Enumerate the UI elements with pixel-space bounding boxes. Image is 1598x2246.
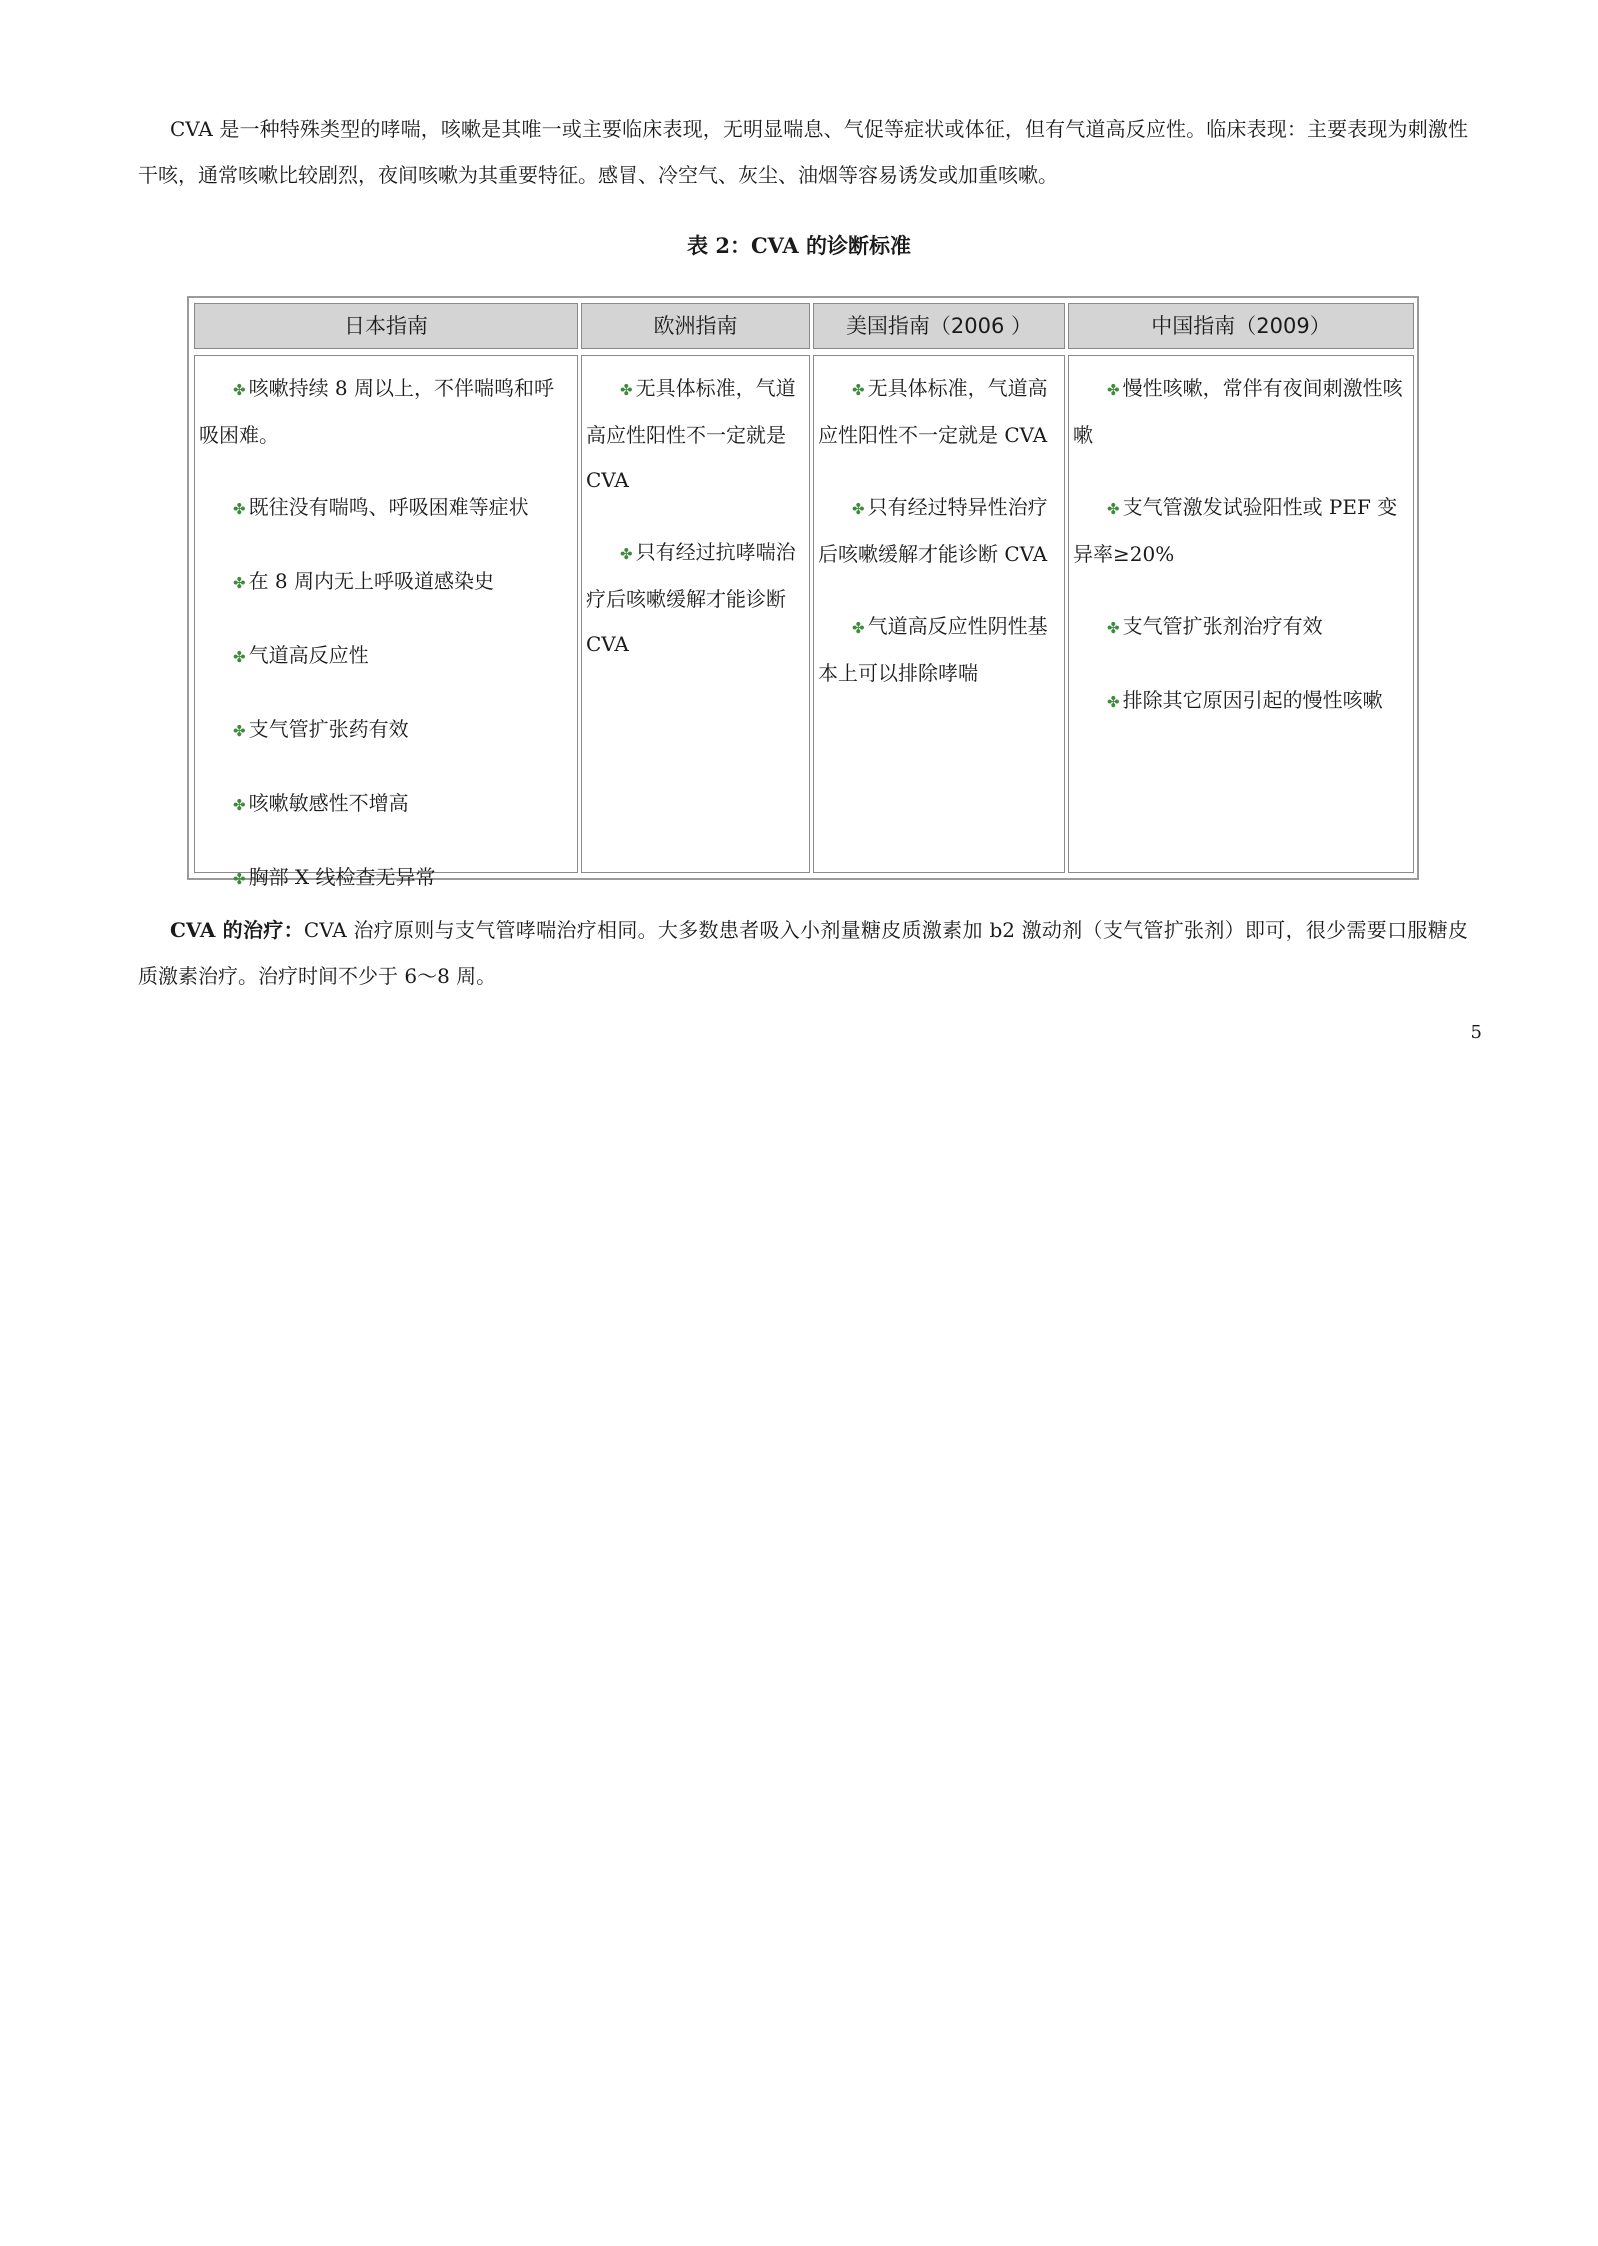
criteria-item — [1073, 485, 1409, 577]
column-header: 欧洲指南 — [581, 303, 810, 349]
criteria-text: 胸部 X 线检查无异常 — [248, 865, 436, 889]
criteria-text: 只有经过特异性治疗后咳嗽缓解才能诊断 CVA — [818, 495, 1048, 566]
bullet-icon: ✤ — [233, 870, 246, 888]
criteria-item — [199, 633, 573, 680]
bullet-icon: ✤ — [1107, 381, 1120, 399]
bullet-icon: ✤ — [620, 545, 633, 563]
column-cell — [581, 355, 810, 873]
criteria-text: 支气管扩张剂治疗有效 — [1122, 614, 1323, 638]
bullet-icon: ✤ — [233, 381, 246, 399]
criteria-text: 慢性咳嗽，常伴有夜间刺激性咳嗽 — [1073, 376, 1403, 447]
column-cell — [813, 355, 1065, 873]
intro-paragraph: CVA 是一种特殊类型的哮喘，咳嗽是其唯一或主要临床表现，无明显喘息、气促等症状或体征，但有气道高反应性。临床表现：主要表现为刺激性干咳，通常咳嗽比较剧烈，夜间咳嗽为其重要特征。感冒、冷空气、灰尘、油烟等容易诱发或加重咳嗽。 — [138, 117, 1468, 187]
bullet-icon: ✤ — [1107, 500, 1120, 518]
bullet-icon: ✤ — [620, 381, 633, 399]
criteria-item — [199, 707, 573, 754]
bullet-icon: ✤ — [852, 500, 865, 518]
treatment-paragraph — [138, 907, 1468, 999]
criteria-item — [1073, 678, 1409, 725]
bullet-icon: ✤ — [852, 381, 865, 399]
treatment-lead: CVA 的治疗： — [170, 918, 304, 942]
bullet-icon: ✤ — [852, 619, 865, 637]
bullet-icon: ✤ — [233, 500, 246, 518]
column-header: 中国指南（2009） — [1068, 303, 1414, 349]
criteria-text: 咳嗽敏感性不增高 — [248, 791, 409, 815]
criteria-text: 气道高反应性阴性基本上可以排除哮喘 — [818, 614, 1048, 685]
criteria-text: 支气管激发试验阳性或 PEF 变异率≥20% — [1073, 495, 1398, 566]
criteria-item — [586, 530, 805, 667]
page-number: 5 — [1470, 1022, 1482, 1043]
table-column-usa — [813, 303, 1065, 873]
criteria-item — [818, 485, 1060, 577]
table-caption: 表 2：CVA 的诊断标准 — [687, 233, 911, 258]
criteria-item — [818, 366, 1060, 458]
criteria-item — [199, 485, 573, 532]
criteria-item — [199, 781, 573, 828]
bullet-icon: ✤ — [233, 722, 246, 740]
bullet-icon: ✤ — [233, 648, 246, 666]
criteria-text: 无具体标准，气道高应性阳性不一定就是 CVA — [586, 376, 796, 492]
column-cell — [194, 355, 578, 889]
criteria-item — [818, 604, 1060, 696]
criteria-text: 在 8 周内无上呼吸道感染史 — [248, 569, 495, 593]
column-cell — [1068, 355, 1414, 873]
diagnosis-criteria-table — [187, 296, 1419, 889]
criteria-item — [199, 855, 573, 902]
criteria-item — [586, 366, 805, 503]
bullet-icon: ✤ — [1107, 693, 1120, 711]
criteria-text: 咳嗽持续 8 周以上，不伴喘鸣和呼吸困难。 — [199, 376, 555, 447]
table-column-japan — [194, 303, 578, 889]
criteria-item — [199, 366, 573, 458]
criteria-text: 只有经过抗哮喘治疗后咳嗽缓解才能诊断 CVA — [586, 540, 796, 656]
column-header: 美国指南（2006 ） — [813, 303, 1065, 349]
bullet-icon: ✤ — [233, 574, 246, 592]
criteria-item — [199, 559, 573, 606]
bullet-icon: ✤ — [1107, 619, 1120, 637]
column-header: 日本指南 — [194, 303, 578, 349]
criteria-text: 排除其它原因引起的慢性咳嗽 — [1122, 688, 1383, 712]
criteria-text: 无具体标准，气道高应性阳性不一定就是 CVA — [818, 376, 1048, 447]
criteria-text: 既往没有喘鸣、呼吸困难等症状 — [248, 495, 529, 519]
bullet-icon: ✤ — [233, 796, 246, 814]
table-column-china — [1068, 303, 1414, 873]
criteria-item — [1073, 366, 1409, 458]
criteria-item — [1073, 604, 1409, 651]
criteria-text: 支气管扩张药有效 — [248, 717, 409, 741]
table-column-europe — [581, 303, 810, 873]
treatment-text: CVA 治疗原则与支气管哮喘治疗相同。大多数患者吸入小剂量糖皮质激素加 b2 激动剂（支气管扩张剂）即可，很少需要口服糖皮质激素治疗。治疗时间不少于 6～8 周。 — [138, 918, 1468, 988]
criteria-text: 气道高反应性 — [248, 643, 369, 667]
